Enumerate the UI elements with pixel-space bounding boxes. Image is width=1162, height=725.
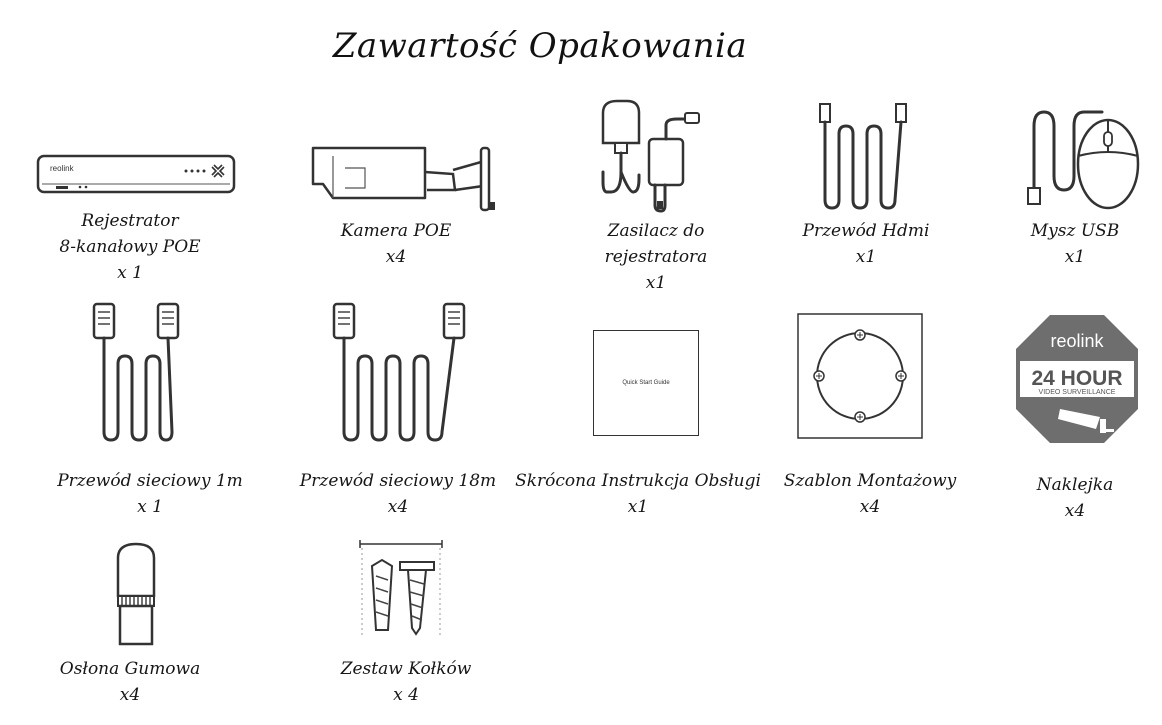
guide-cover-text: Quick Start Guide <box>622 380 670 386</box>
item-caption-adapter: Zasilacz do rejestratora x1 <box>604 221 708 293</box>
item-caption-mouse: Mysz USB x1 <box>1030 221 1120 267</box>
item-caption-nvr: Rejestrator 8-kanałowy POE x 1 <box>59 211 201 283</box>
item-caption-guide: Skrócona Instrukcja Obsługi x1 <box>515 471 761 517</box>
mounting-template-illustration <box>797 313 923 439</box>
sticker-subline: VIDEO SURVEILLANCE <box>1038 389 1116 396</box>
item-caption-wall-plugs: Zestaw Kołków x 4 <box>340 659 472 705</box>
sticker-headline: 24 HOUR <box>1031 367 1123 390</box>
item-caption-sticker: Naklejka x4 <box>1036 475 1114 521</box>
wall-plug-set-illustration <box>358 540 444 640</box>
network-cable-18m-illustration <box>330 298 470 448</box>
page-title: Zawartość Opakowania <box>332 26 748 66</box>
item-caption-network-1m: Przewód sieciowy 1m x 1 <box>57 471 243 517</box>
quick-start-guide-illustration <box>593 330 699 436</box>
usb-mouse-illustration <box>1024 106 1142 210</box>
hdmi-cable-illustration <box>818 100 908 212</box>
item-caption-template: Szablon Montażowy x4 <box>783 471 957 517</box>
nvr-recorder-illustration <box>36 150 236 200</box>
item-caption-rubber-cover: Osłona Gumowa x4 <box>59 659 201 705</box>
network-cable-1m-illustration <box>90 298 190 448</box>
sticker-brand: reolink <box>1050 331 1104 351</box>
item-caption-camera: Kamera POE x4 <box>340 221 452 267</box>
rubber-cover-illustration <box>112 540 160 648</box>
item-caption-network-18m: Przewód sieciowy 18m x4 <box>299 471 497 517</box>
item-caption-hdmi: Przewód Hdmi x1 <box>802 221 930 267</box>
poe-camera-illustration <box>305 140 505 220</box>
surveillance-sticker-illustration <box>1014 313 1140 445</box>
power-adapter-illustration <box>595 97 705 217</box>
nvr-logo: reolink <box>50 164 74 173</box>
